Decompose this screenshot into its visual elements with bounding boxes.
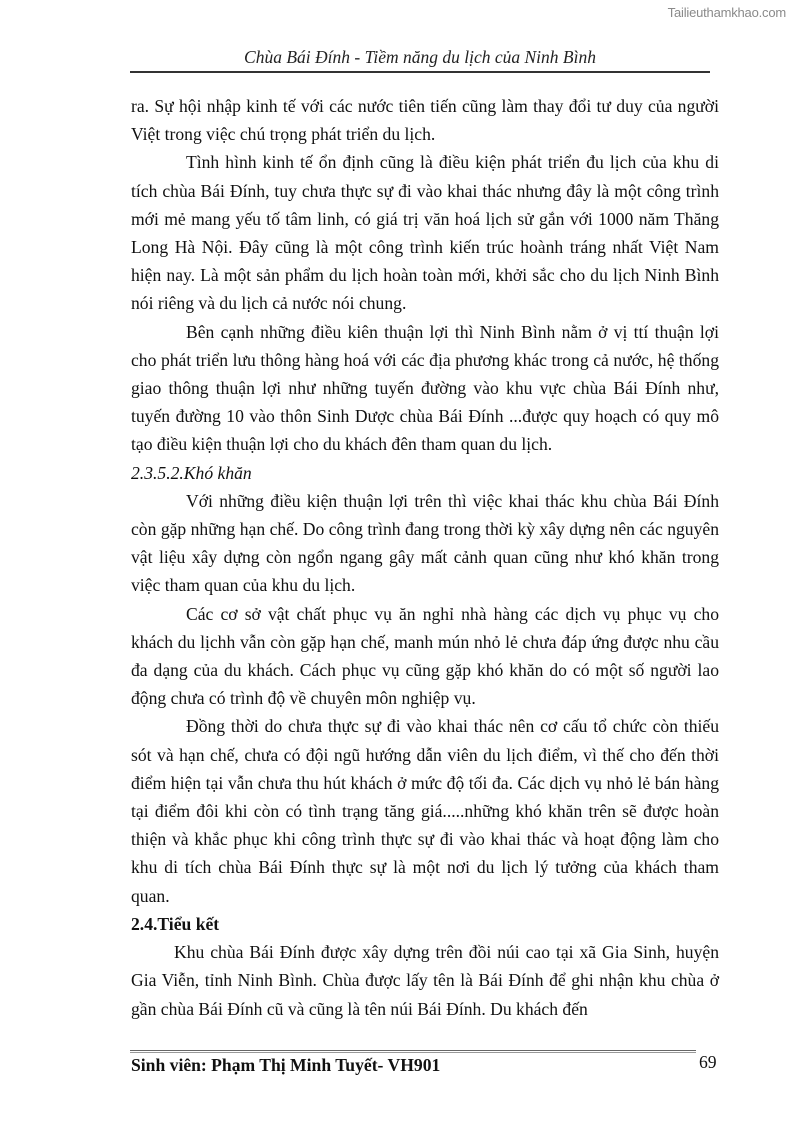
watermark: Tailieuthamkhao.com (667, 5, 786, 20)
page-number: 69 (699, 1052, 717, 1072)
document-body (131, 92, 719, 1023)
paragraph: ra. Sự hội nhập kinh tế với các nước tiên tiến cũng làm thay đổi tư duy của người Việt trong việc chú trọng phát triển du lịch. (131, 96, 719, 145)
paragraph: Khu chùa Bái Đính được xây dựng trên đồi núi cao tại xã Gia Sinh, huyện Gia Viễn, tỉnh Ninh Bình. Chùa được lấy tên là Bái Đính để ghi nhận khu chùa ở gần chùa Bái Đính cũ và cũng là tên núi Bái Đính. Du khách đến (131, 942, 719, 1019)
paragraph: Các cơ sở vật chất phục vụ ăn nghỉ nhà hàng các dịch vụ phục vụ cho khách du lịchh vẫn còn gặp hạn chế, manh mún nhỏ lẻ chưa đáp ứng được nhu cầu đa dạng của du khách. Cách phục vụ cũng gặp khó khăn do có một số người lao động chưa có trình độ về chuyên môn nghiệp vụ. (131, 603, 719, 709)
paragraph: Bên cạnh những điều kiên thuận lợi thì Ninh Bình nằm ở vị ttí thuận lợi cho phát triển lưu thông hàng hoá với các địa phương khác trong cả nước, hệ thống giao thông thuận lợi như những tuyến đường vào khu vực chùa Bái Đính như, tuyến đường 10 vào thôn Sinh Dược chùa Bái Đính ...được quy hoạch có quy mô tạo điều kiện thuận lợi cho du khách đên tham quan du lịch. (131, 321, 719, 455)
header-rule (130, 71, 710, 73)
footer-author: Sinh viên: Phạm Thị Minh Tuyết- VH901 (131, 1055, 441, 1075)
running-header: Chùa Bái Đính - Tiềm năng du lịch của Ninh Bình (244, 47, 596, 67)
section-heading: 2.4.Tiểu kết (131, 913, 220, 934)
paragraph: Với những điều kiện thuận lợi trên thì việc khai thác khu chùa Bái Đính còn gặp những hạn chế. Do công trình đang trong thời kỳ xây dựng nên các nguyên vật liệu xây dựng còn ngổn ngang gây mất cảnh quan cũng như khó khăn trong việc tham quan của khu du lịch. (131, 490, 719, 596)
subsection-heading: 2.3.5.2.Khó khăn (131, 462, 252, 483)
paragraph: Đồng thời do chưa thực sự đi vào khai thác nên cơ cấu tổ chức còn thiếu sót và hạn chế, chưa có đội ngũ hướng dẫn viên du lịch điểm, vì thế cho đến thời điểm hiện tại vẫn chưa thu hút khách ở mức độ tối đa. Các dịch vụ nhỏ lẻ bán hàng tại điểm đôi khi còn có tình trạng tăng giá.....những khó khăn trên sẽ được hoàn thiện và khắc phục khi công trình thực sự đi vào khai thác và hoạt động làm cho khu di tích chùa Bái Đính thực sự là một nơi du lịch lý tưởng của khách tham quan. (131, 716, 719, 906)
paragraph: Tình hình kinh tế ổn định cũng là điều kiện phát triển đu lịch của khu di tích chùa Bái Đính, tuy chưa thực sự đi vào khai thác nhưng đây là một công trình mới mẻ mang yếu tố tâm linh, có giá trị văn hoá lịch sử gắn với 1000 năm Thăng Long Hà Nội. Đây cũng là một công trình kiến trúc hoành tráng nhất Việt Nam hiện nay. Là một sản phẩm du lịch hoàn toàn mới, khởi sắc cho du lịch Ninh Bình nói riêng và du lịch cả nước nói chung. (131, 152, 719, 314)
footer-rule (130, 1050, 696, 1053)
